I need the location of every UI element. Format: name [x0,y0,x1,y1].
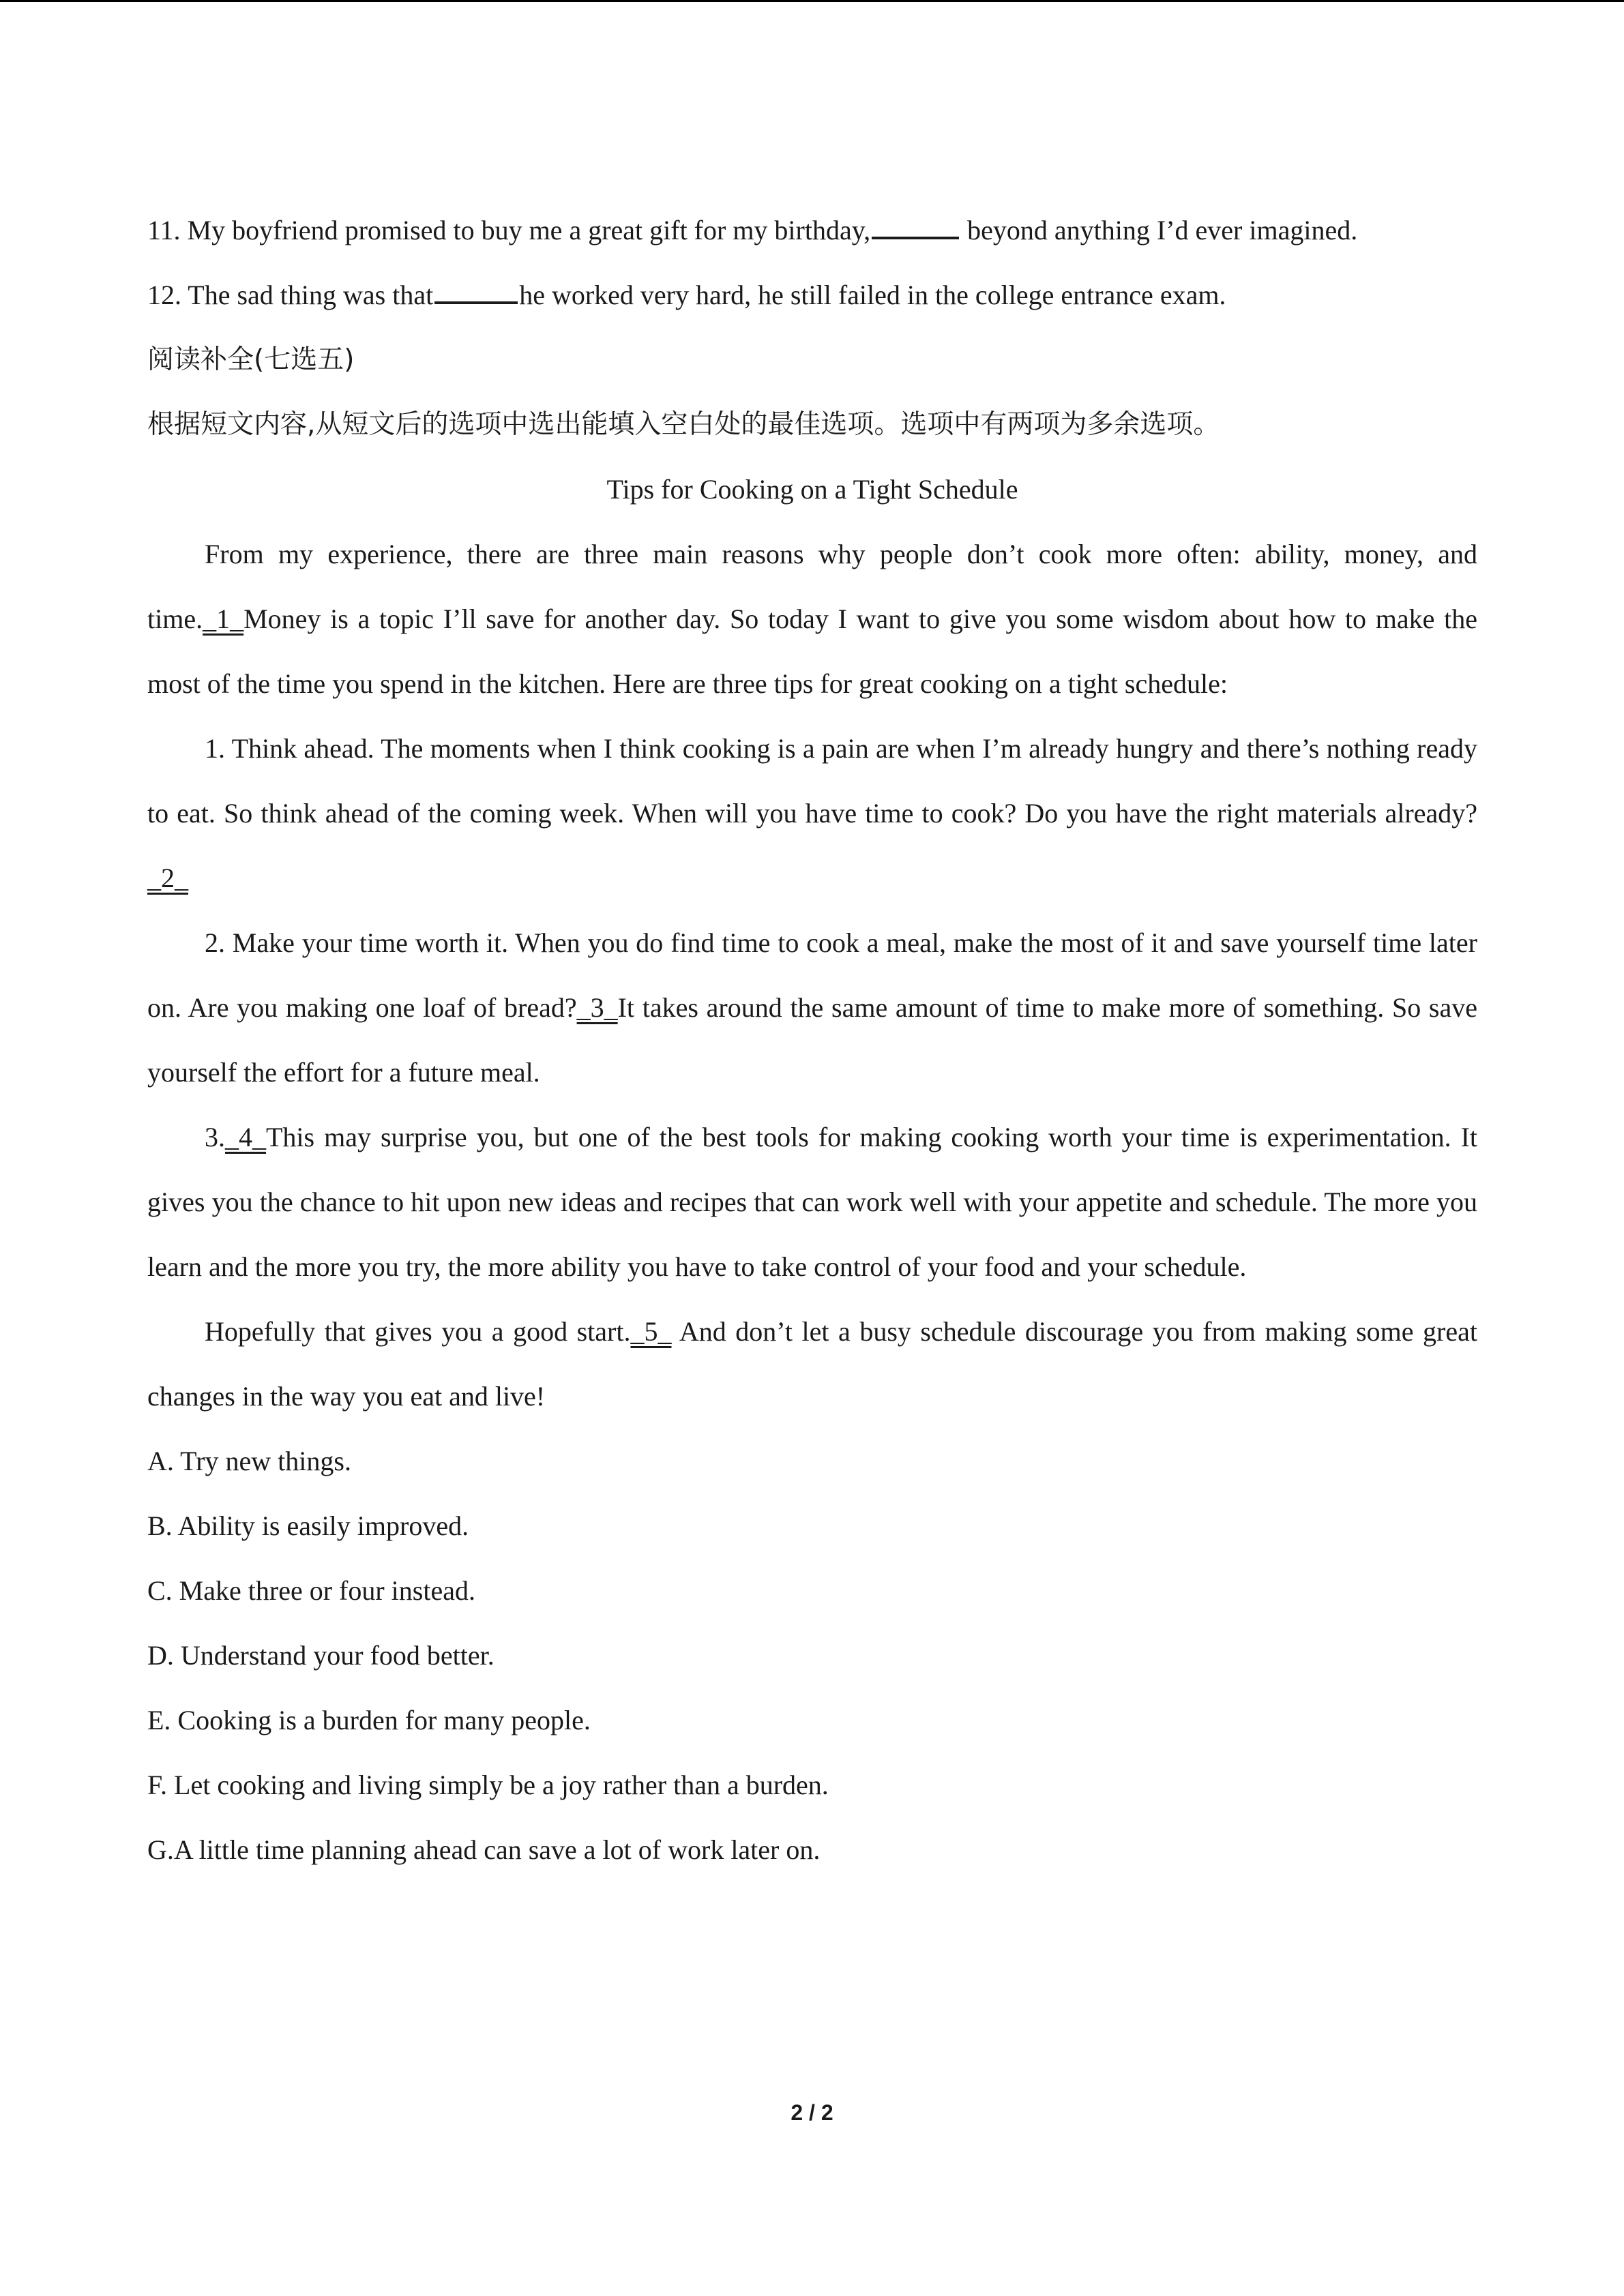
section-title: 阅读补全(七选五) [147,344,355,375]
document-body [147,198,1477,1882]
option-e: E. Cooking is a burden for many people. [147,1705,591,1735]
paragraph-intro [147,522,1477,716]
paragraph-conclusion-text-a: Hopefully that gives you a good start. [205,1316,631,1347]
blank-3[interactable]: _3_ [576,992,618,1023]
option-a: A. Try new things. [147,1446,351,1476]
paragraph-tip-3-text: This may surprise you, but one of the best tools for making cooking worth your time is experimentation. It gives you the chance to hit upon new ideas and recipes that can work well with your appetite and schedule. The more you learn and the more you try, the more ability you have to take control of your food and your schedule. [147,1122,1477,1282]
option-d: D. Understand your food better. [147,1640,494,1671]
question-12 [147,263,1477,327]
options-list [147,1429,1477,1882]
question-11-text-after: beyond anything I’d ever imagined. [960,215,1358,245]
option-g: G.A little time planning ahead can save a lot of work later on. [147,1834,821,1865]
paragraph-tip-2-text-b: It takes around the same amount of time to make more of something. So save yourself the effort for a future meal. [147,992,1477,1088]
option-c: C. Make three or four instead. [147,1575,475,1606]
paragraph-tip-2-text-a: 2. Make your time worth it. When you do find time to cook a meal, make the most of it and save yourself time later on. Are you making one loaf of bread? [147,927,1477,1023]
question-11 [147,198,1477,263]
blank-5[interactable]: _5_ [630,1316,672,1347]
question-12-blank[interactable] [434,278,518,304]
page-number: 2 / 2 [791,2100,833,2125]
paragraph-tip-1-text: 1. Think ahead. The moments when I think cooking is a pain are when I’m already hungry and there’s nothing ready to eat. So think ahead of the coming week. When will you have time to cook? Do you have the right materials already? [147,733,1477,829]
top-border-line [0,0,1624,2]
paragraph-conclusion [147,1299,1477,1429]
paragraph-intro-text-b: Money is a topic I’ll save for another day. So today I want to give you some wisdom about how to make the most of the time you spend in the kitchen. Here are three tips for great cooking on a tight schedule: [147,603,1477,699]
blank-2[interactable]: _2_ [147,863,188,893]
question-12-text-before: 12. The sad thing was that [147,280,434,310]
blank-1[interactable]: _1_ [203,603,244,634]
option-b: B. Ability is easily improved. [147,1510,469,1541]
question-11-text-before: 11. My boyfriend promised to buy me a great gift for my birthday, [147,215,871,245]
paragraph-tip-1 [147,716,1477,910]
option-f: F. Let cooking and living simply be a joy rather than a burden. [147,1770,829,1800]
passage-title: Tips for Cooking on a Tight Schedule [606,474,1018,505]
paragraph-tip-3 [147,1105,1477,1299]
paragraph-tip-2 [147,910,1477,1105]
section-instruction: 根据短文内容,从短文后的选项中选出能填入空白处的最佳选项。选项中有两项为多余选项。 [147,409,1220,440]
question-12-text-after: he worked very hard, he still failed in the college entrance exam. [519,280,1226,310]
paragraph-tip-3-number: 3. [205,1122,225,1152]
question-11-blank[interactable] [872,213,959,239]
paragraph-conclusion-text-b: And don’t let a busy schedule discourage you from making some great changes in the way you eat and live! [147,1316,1477,1412]
blank-4[interactable]: _4_ [225,1122,266,1152]
paragraph-intro-text-a: From my experience, there are three main reasons why people don’t cook more often: ability, money, and time. [147,539,1477,634]
